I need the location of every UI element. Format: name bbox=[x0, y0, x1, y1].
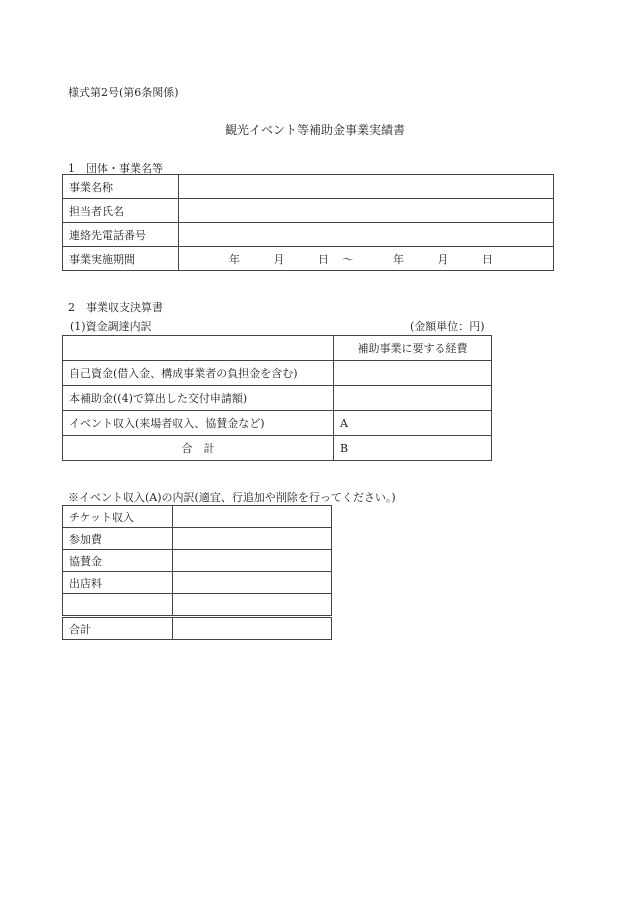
row-label-person: 担当者氏名 bbox=[63, 199, 179, 223]
period-field[interactable] bbox=[179, 247, 554, 271]
ticket-field[interactable] bbox=[173, 506, 332, 528]
table-row bbox=[63, 223, 554, 247]
row-label-subsidy: 本補助金((4)で算出した交付申請額) bbox=[63, 386, 334, 411]
table-row bbox=[63, 411, 492, 436]
table-row bbox=[63, 336, 492, 361]
project-name-field[interactable] bbox=[179, 175, 554, 199]
section2-subheading: (1)資金調達内訳 bbox=[70, 320, 152, 333]
breakdown-total-label: 合計 bbox=[63, 617, 173, 640]
row-label-booth-fee: 出店料 bbox=[63, 572, 173, 594]
table-row bbox=[63, 199, 554, 223]
row-label-sponsorship: 協賛金 bbox=[63, 550, 173, 572]
table-row bbox=[63, 617, 332, 640]
own-funds-field[interactable] bbox=[334, 361, 492, 386]
total-label: 合 計 bbox=[63, 436, 334, 461]
row-label-project-name: 事業名称 bbox=[63, 175, 179, 199]
org-info-table bbox=[62, 174, 554, 271]
table-row bbox=[63, 550, 332, 572]
table-row bbox=[63, 436, 492, 461]
total-field[interactable]: B bbox=[334, 436, 492, 461]
event-income-field[interactable]: A bbox=[334, 411, 492, 436]
period-month1: 月 bbox=[273, 252, 285, 266]
column-header: 補助事業に要する経費 bbox=[334, 336, 492, 361]
table-row bbox=[63, 594, 332, 617]
table-row bbox=[63, 361, 492, 386]
booth-fee-field[interactable] bbox=[173, 572, 332, 594]
row-label-participation-fee: 参加費 bbox=[63, 528, 173, 550]
table-row bbox=[63, 386, 492, 411]
table-row bbox=[63, 247, 554, 271]
period-day2: 日 bbox=[482, 252, 493, 266]
section2-heading: 2 事業収支決算書 bbox=[68, 301, 163, 314]
empty-field[interactable] bbox=[173, 594, 332, 617]
table-row bbox=[63, 572, 332, 594]
period-year1: 年 bbox=[229, 252, 240, 266]
row-label-ticket: チケット収入 bbox=[63, 506, 173, 528]
period-day1: 日 bbox=[318, 252, 329, 266]
period-month2: 月 bbox=[437, 252, 449, 266]
row-label-event-income: イベント収入(来場者収入、協賛金など) bbox=[63, 411, 334, 436]
table-row bbox=[63, 175, 554, 199]
row-label-empty[interactable] bbox=[63, 594, 173, 617]
phone-field[interactable] bbox=[179, 223, 554, 247]
income-breakdown-table bbox=[62, 505, 332, 640]
subsidy-field[interactable] bbox=[334, 386, 492, 411]
person-name-field[interactable] bbox=[179, 199, 554, 223]
table-row bbox=[63, 528, 332, 550]
row-label-own-funds: 自己資金(借入金、構成事業者の負担金を含む) bbox=[63, 361, 334, 386]
section1-heading: 1 団体・事業名等 bbox=[68, 162, 163, 175]
document-title: 観光イベント等補助金事業実績書 bbox=[224, 123, 405, 137]
period-tilde: 〜 bbox=[342, 252, 354, 266]
funding-table bbox=[62, 335, 492, 461]
row-label-phone: 連絡先電話番号 bbox=[63, 223, 179, 247]
breakdown-total-field[interactable] bbox=[173, 617, 332, 640]
sponsorship-field[interactable] bbox=[173, 550, 332, 572]
participation-fee-field[interactable] bbox=[173, 528, 332, 550]
amount-unit: (金額単位：円) bbox=[410, 320, 485, 333]
form-number: 様式第2号(第6条関係) bbox=[68, 86, 179, 99]
table-row bbox=[63, 506, 332, 528]
row-label-period: 事業実施期間 bbox=[63, 247, 179, 271]
note-text: ※イベント収入(A)の内訳(適宜、行追加や削除を行ってください。) bbox=[68, 491, 396, 504]
period-year2: 年 bbox=[393, 252, 404, 266]
